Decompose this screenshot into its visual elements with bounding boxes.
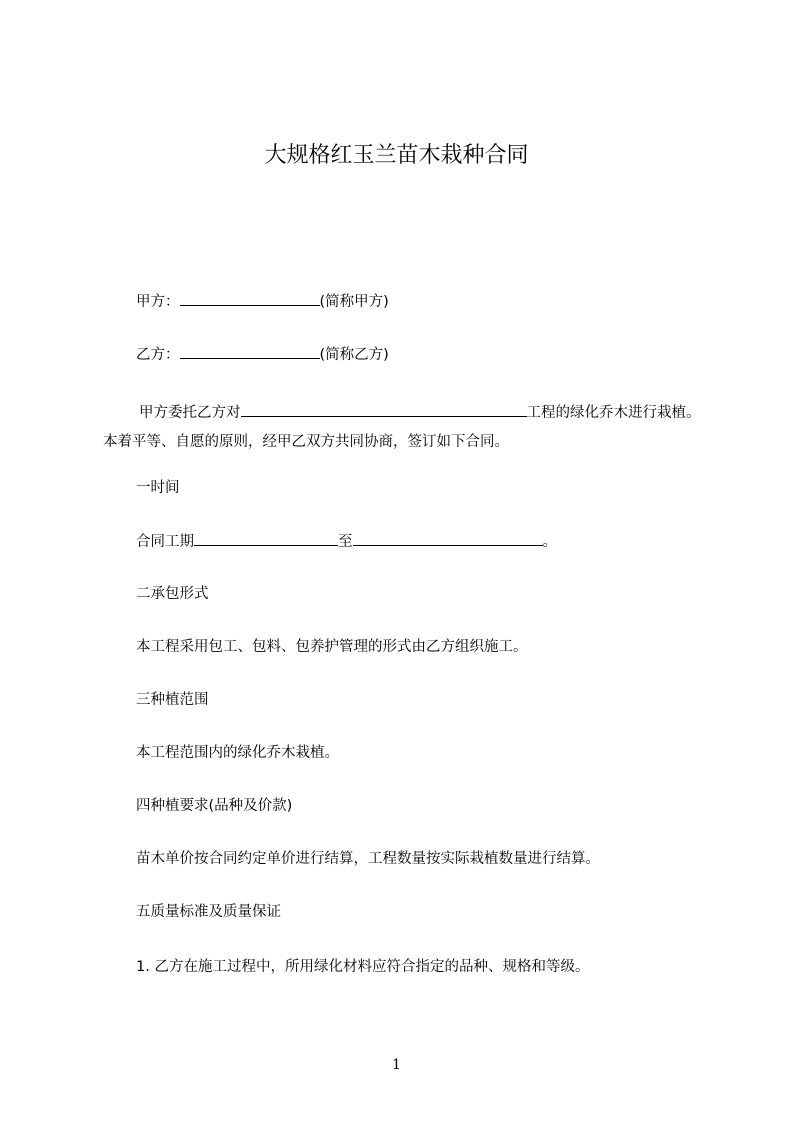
section3-text: 本工程范围内的绿化乔木栽植。 <box>136 745 339 761</box>
section2-text: 本工程采用包工、包料、包养护管理的形式由乙方组织施工。 <box>136 639 528 655</box>
project-name-blank <box>241 402 527 417</box>
section2-heading: 二承包形式 <box>136 586 209 602</box>
section1-heading: 一时间 <box>136 480 180 496</box>
intro-rest: 工程的绿化乔木进行栽植。本着平等、自愿的原则，经甲乙双方共同协商，签订如下合同。 <box>103 405 701 450</box>
party-b-line <box>136 344 389 365</box>
contract-period-line <box>136 531 557 552</box>
period-to: 至 <box>338 534 353 550</box>
section5-heading: 五质量标准及质量保证 <box>136 904 281 920</box>
end-date-blank <box>353 531 543 546</box>
party-a-blank <box>180 291 320 306</box>
period-label: 合同工期 <box>136 534 194 550</box>
party-b-suffix: (简称乙方) <box>319 347 389 363</box>
section4-heading: 四种植要求(品种及价款) <box>136 798 293 814</box>
party-a-line <box>136 291 389 312</box>
section3-heading: 三种植范围 <box>136 692 209 708</box>
period-end: 。 <box>542 534 557 550</box>
party-b-label: 乙方： <box>136 347 180 363</box>
party-b-blank <box>180 344 320 359</box>
page-number: 1 <box>392 1057 401 1073</box>
document-title: 大规格红玉兰苗木栽种合同 <box>264 143 529 168</box>
intro-paragraph <box>103 399 713 457</box>
party-a-label: 甲方： <box>136 294 180 310</box>
section4-text: 苗木单价按合同约定单价进行结算，工程数量按实际栽植数量进行结算。 <box>136 851 600 867</box>
party-a-suffix: (简称甲方) <box>319 294 389 310</box>
section5-item1: 1. 乙方在施工过程中，所用绿化材料应符合指定的品种、规格和等级。 <box>136 959 590 975</box>
start-date-blank <box>194 531 338 546</box>
intro-lead: 甲方委托乙方对 <box>139 405 241 421</box>
